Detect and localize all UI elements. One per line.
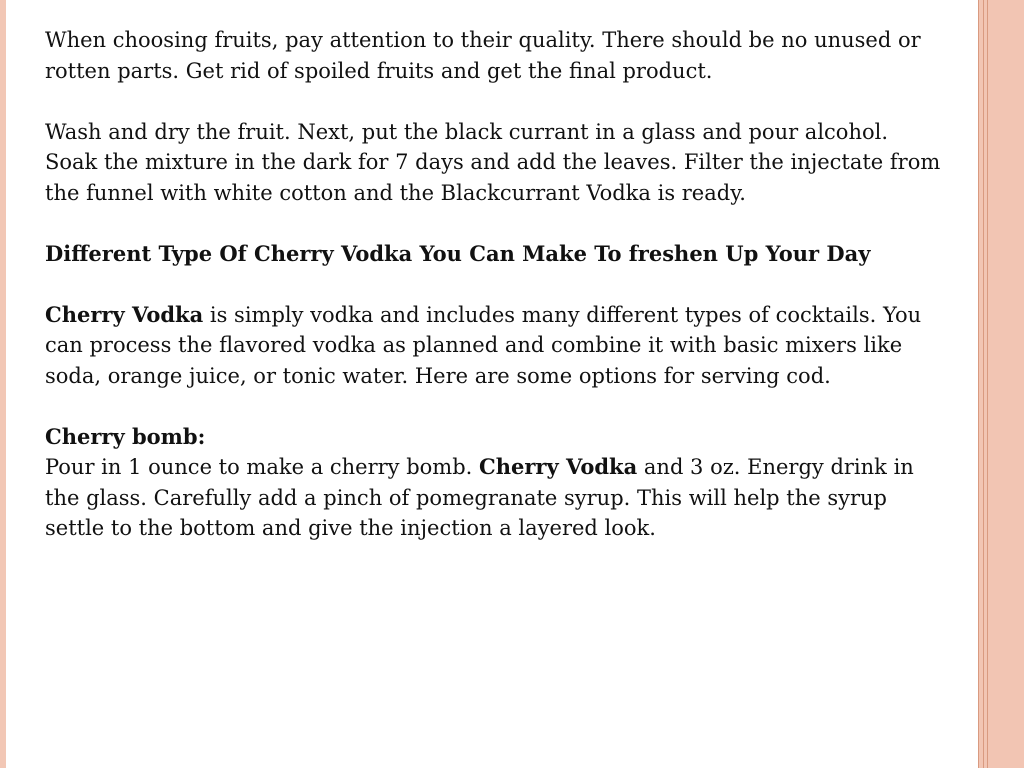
right-border-line [978,0,979,768]
bold-term: Cherry Vodka [45,301,204,327]
section-heading [45,239,945,270]
subheading-text: Cherry bomb: [45,423,206,449]
right-border-line [983,0,984,768]
paragraph-text: Pour in 1 ounce to make a cherry bomb. [45,455,480,479]
paragraph-fruit-quality: When choosing fruits, pay attention to their quality. There should be no unused or rotten parts. Get rid of spoiled fruits and get the final product. [45,28,921,83]
paragraph-cherry-bomb [45,452,945,544]
right-border-line [987,0,988,768]
section-heading-text: Different Type Of Cherry Vodka You Can Make To freshen Up Your Day [45,240,871,266]
subheading [45,422,945,453]
left-border-stripe [0,0,6,768]
paragraph-cherry-vodka [45,300,945,392]
slide-content [45,25,945,574]
right-border-bar [979,0,1024,768]
paragraph-wash-instructions: Wash and dry the fruit. Next, put the black currant in a glass and pour alcohol. Soak the mixture in the dark for 7 days and add the leaves. Filter the injectate from the funnel with white cotton and the Blackcurrant Vodka is ready. [45,119,941,205]
paragraph-text: is simply vodka and includes many different types of cocktails. You can process the flavored vodka as planned and combine it with basic mixers like soda, orange juice, or tonic water. Here are some options for serving cod. [45,302,922,388]
bold-term: Cherry Vodka [479,454,638,479]
paragraph-text: and 3 oz. Energy drink in the glass. Carefully add a pinch of pomegranate syrup. This will help the syrup settle to the bottom and give the injection a layered look. [45,455,914,540]
